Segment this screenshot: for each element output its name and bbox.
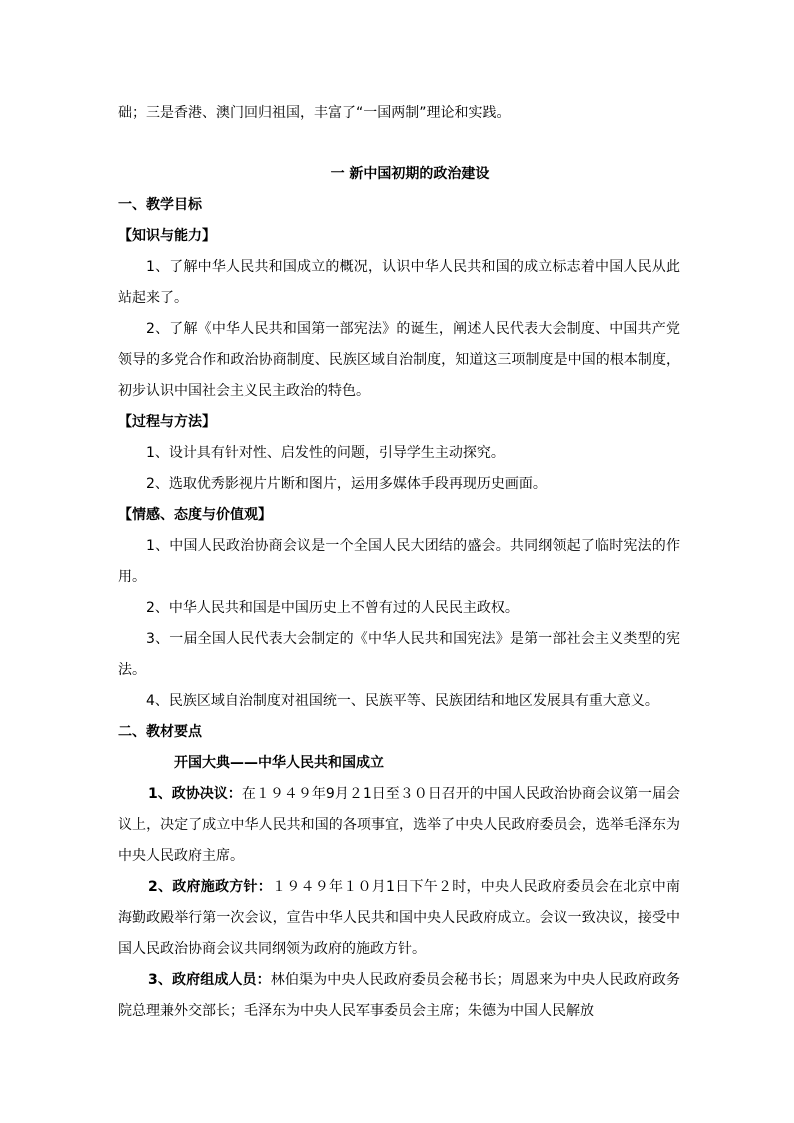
- point-text: １９４９年１０月1日下午２时，中央人民政府委员会在北京中南海勤政殿举行第一次会议，宣告中华人民共和国中央人民政府成立。会议一致决议，接受中国人民政治协商会议共同纲领为政府的施政方针。: [118, 879, 680, 957]
- point-lead: 2、政府施政方针：: [148, 879, 273, 895]
- values-item: 3、一届全国人民代表大会制定的《中华人民共和国宪法》是第一部社会主义类型的宪法。: [118, 631, 680, 678]
- points-subtitle: 开国大典——中华人民共和国成立: [174, 755, 384, 771]
- document-body: [118, 98, 680, 1027]
- values-header: 【情感、态度与价值观】: [118, 507, 272, 523]
- process-header: 【过程与方法】: [118, 414, 216, 430]
- heading-teaching-goals: 一、教学目标: [118, 197, 202, 213]
- process-item: 2、选取优秀影视片片断和图片，运用多媒体手段再现历史画面。: [146, 476, 547, 492]
- point-paragraph: [118, 872, 680, 965]
- point-text: 在１９４９年9月２1日至３０日召开的中国人民政治协商会议第一届会议上，决定了成立中华人民共和国的各项事宜，选举了中央人民政府委员会，选举毛泽东为中央人民政府主席。: [118, 786, 680, 864]
- knowledge-item: 1、了解中华人民共和国成立的概况，认识中华人民共和国的成立标志着中国人民从此站起来了。: [118, 259, 680, 306]
- values-item: 2、中华人民共和国是中国历史上不曾有过的人民民主政权。: [146, 600, 519, 616]
- knowledge-header: 【知识与能力】: [118, 228, 216, 244]
- continuation-text: 础；三是香港、澳门回归祖国，丰富了“一国两制”理论和实践。: [118, 105, 511, 121]
- point-paragraph: [118, 779, 680, 872]
- heading-textbook-points: 二、教材要点: [118, 724, 202, 740]
- knowledge-item: 2、了解《中华人民共和国第一部宪法》的诞生，阐述人民代表大会制度、中国共产党领导的多党合作和政治协商制度、民族区域自治制度，知道这三项制度是中国的根本制度，初步认识中国社会主义民主政治的特色。: [118, 321, 680, 399]
- process-item: 1、设计具有针对性、启发性的问题，引导学生主动探究。: [146, 445, 505, 461]
- point-text: 林伯渠为中央人民政府委员会秘书长；周恩来为中央人民政府政务院总理兼外交部长；毛泽东为中央人民军事委员会主席；朱德为中国人民解放: [118, 972, 680, 1019]
- values-item: 4、民族区域自治制度对祖国统一、民族平等、民族团结和地区发展具有重大意义。: [146, 693, 659, 709]
- point-lead: 3、政府组成人员：: [148, 972, 271, 988]
- section-title: 一 新中国初期的政治建设: [330, 166, 490, 182]
- point-paragraph: [118, 965, 680, 1027]
- point-lead: 1、政协决议：: [148, 786, 242, 802]
- values-item: 1、中国人民政治协商会议是一个全国人民大团结的盛会。共同纲领起了临时宪法的作用。: [118, 538, 680, 585]
